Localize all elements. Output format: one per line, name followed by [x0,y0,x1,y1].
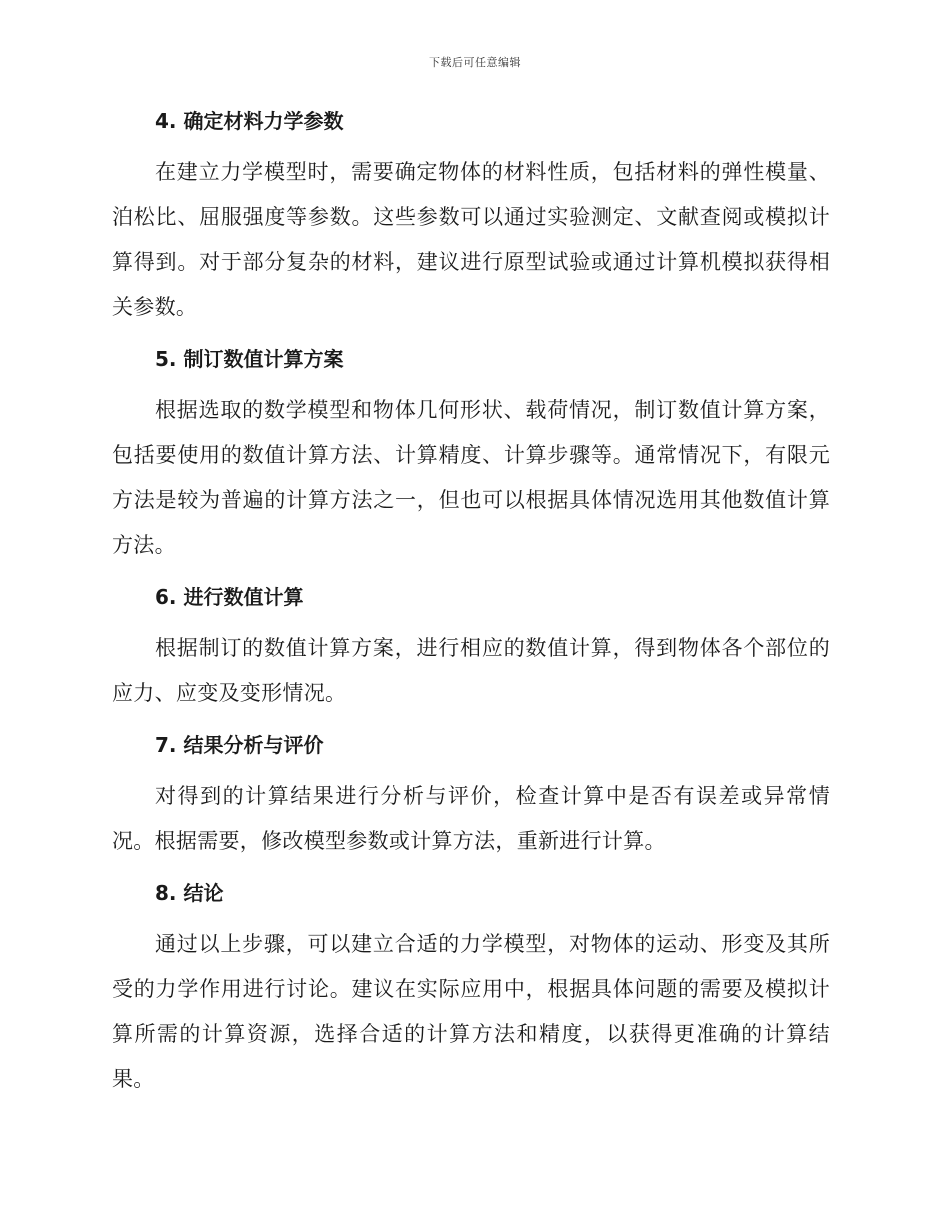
section-paragraph: 在建立力学模型时，需要确定物体的材料性质，包括材料的弹性模量、泊松比、屈服强度等参数。这些参数可以通过实验测定、文献查阅或模拟计算得到。对于部分复杂的材料，建议进行原型试验或通过计算机模拟获得相关参数。 [112,160,830,319]
section-heading: 4. 确定材料力学参数 [155,109,344,133]
section-paragraph: 对得到的计算结果进行分析与评价，检查计算中是否有误差或异常情况。根据需要，修改模型参数或计算方法，重新进行计算。 [112,784,830,853]
section-heading: 7. 结果分析与评价 [155,733,324,757]
section-result-analysis [112,730,830,864]
document-body [112,106,830,1116]
section-heading: 8. 结论 [155,881,224,905]
section-numerical-calculation [112,582,830,716]
section-heading: 6. 进行数值计算 [155,585,304,609]
section-material-parameters [112,106,830,330]
section-paragraph: 根据制订的数值计算方案，进行相应的数值计算，得到物体各个部位的应力、应变及变形情况。 [112,636,830,705]
section-paragraph: 根据选取的数学模型和物体几何形状、载荷情况，制订数值计算方案，包括要使用的数值计算方法、计算精度、计算步骤等。通常情况下，有限元方法是较为普遍的计算方法之一，但也可以根据具体情况选用其他数值计算方法。 [112,398,830,557]
section-heading: 5. 制订数值计算方案 [155,347,344,371]
section-conclusion [112,878,830,1102]
section-paragraph: 通过以上步骤，可以建立合适的力学模型，对物体的运动、形变及其所受的力学作用进行讨论。建议在实际应用中，根据具体问题的需要及模拟计算所需的计算资源，选择合适的计算方法和精度，以获得更准确的计算结果。 [112,932,830,1091]
page-header: 下载后可任意编辑 [429,56,521,69]
section-numerical-plan [112,344,830,568]
